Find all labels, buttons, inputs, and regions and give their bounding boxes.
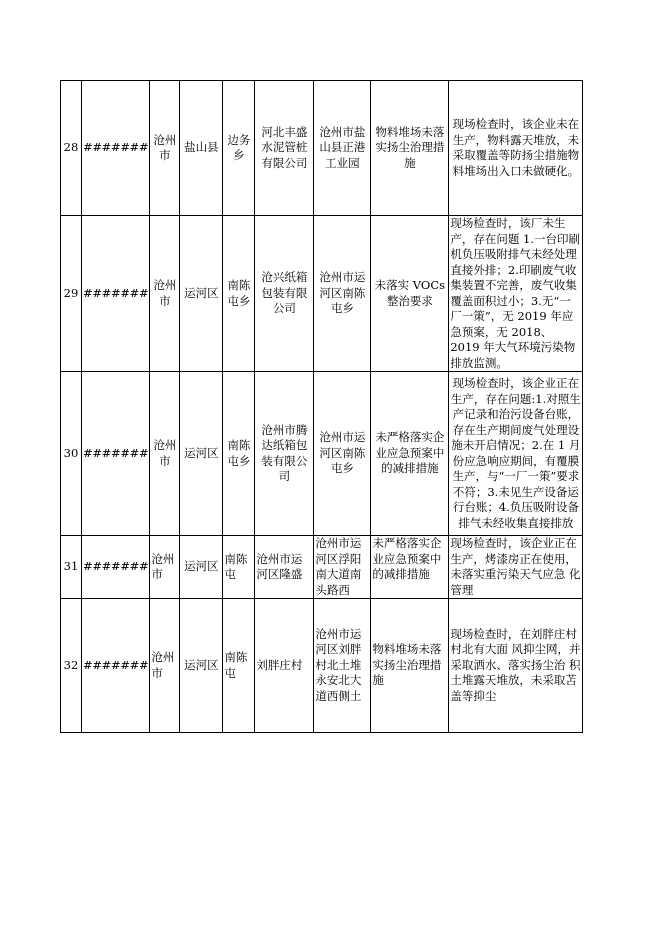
inspection-table: [60, 80, 583, 733]
town-cell: 南陈屯乡: [223, 216, 255, 372]
town-cell: 南陈屯: [223, 599, 255, 733]
district-cell: 盐山县: [180, 81, 223, 216]
city-cell: 沧州市: [150, 536, 180, 599]
address-cell: 沧州市盐山县正港工业园: [314, 81, 371, 216]
district-cell: 运河区: [180, 216, 223, 372]
date-cell: #######: [82, 372, 150, 536]
problem-cell: 未落实 VOCs 整治要求: [371, 216, 449, 372]
description-cell: 现场检查时，该企业正在生产，烤漆房正在使用，未落实重污染天气应急 化管理: [449, 536, 583, 599]
row-number: 28: [61, 81, 82, 216]
table-row: [61, 81, 583, 216]
city-cell: 沧州市: [150, 372, 180, 536]
date-cell: #######: [82, 599, 150, 733]
enterprise-cell: 河北丰盛水泥管桩有限公司: [255, 81, 314, 216]
date-cell: #######: [82, 216, 150, 372]
address-cell: 沧州市运河区南陈屯乡: [314, 372, 371, 536]
date-cell: #######: [82, 81, 150, 216]
address-cell: 沧州市运河区南陈屯乡: [314, 216, 371, 372]
district-cell: 运河区: [180, 536, 223, 599]
city-cell: 沧州市: [150, 599, 180, 733]
problem-cell: 物料堆场未落实扬尘治理措施: [371, 599, 449, 733]
description-cell: 现场检查时，该企业未在生产，物料露天堆放，未采取覆盖等防扬尘措施物料堆场出入口未做硬化。: [449, 81, 583, 216]
description-cell: 现场检查时，在刘胖庄村村北有大面 风抑尘网，并采取洒水、落实扬尘治 积土堆露天堆放，未采取苫盖等抑尘: [449, 599, 583, 733]
row-number: 32: [61, 599, 82, 733]
enterprise-cell: 沧兴纸箱包装有限公司: [255, 216, 314, 372]
district-cell: 运河区: [180, 372, 223, 536]
address-cell: 沧州市运河区浮阳南大道南头路西: [314, 536, 371, 599]
address-cell: 沧州市运河区刘胖村北土堆永安北大道西侧土: [314, 599, 371, 733]
table-row: [61, 216, 583, 372]
city-cell: 沧州市: [150, 81, 180, 216]
table-row: [61, 599, 583, 733]
problem-cell: 未严格落实企业应急预案中的减排措施: [371, 536, 449, 599]
enterprise-cell: 沧州市运河区隆盛: [255, 536, 314, 599]
enterprise-cell: 刘胖庄村: [255, 599, 314, 733]
enterprise-cell: 沧州市腾达纸箱包装有限公司: [255, 372, 314, 536]
district-cell: 运河区: [180, 599, 223, 733]
city-cell: 沧州市: [150, 216, 180, 372]
town-cell: 南陈屯乡: [223, 372, 255, 536]
problem-cell: 物料堆场未落实扬尘治理措施: [371, 81, 449, 216]
row-number: 31: [61, 536, 82, 599]
problem-cell: 未严格落实企业应急预案中的减排措施: [371, 372, 449, 536]
table-row: [61, 372, 583, 536]
row-number: 29: [61, 216, 82, 372]
description-cell: 现场检查时，该厂未生产，存在问题 1.一台印刷机负压吸附排气未经处理直接外排；2.印刷废气收集装置不完善，废气收集覆盖面积过小；3.无“一厂一策”，无 2019 年应急预案，无 2018、2019 年大气环境污染物排放监测。: [449, 216, 583, 372]
description-cell: 现场检查时，该企业正在生产，存在问题:1.对照生产记录和治污设备台账，存在生产期间废气处理设施未开启情况；2.在 1 月份应急响应期间，有覆膜生产，与“一厂一策”要求不符；3.未见生产设备运行台账；4.负压吸附设备排气未经收集直接排放: [449, 372, 583, 536]
town-cell: 南陈屯: [223, 536, 255, 599]
date-cell: #######: [82, 536, 150, 599]
table-row: [61, 536, 583, 599]
town-cell: 边务乡: [223, 81, 255, 216]
row-number: 30: [61, 372, 82, 536]
